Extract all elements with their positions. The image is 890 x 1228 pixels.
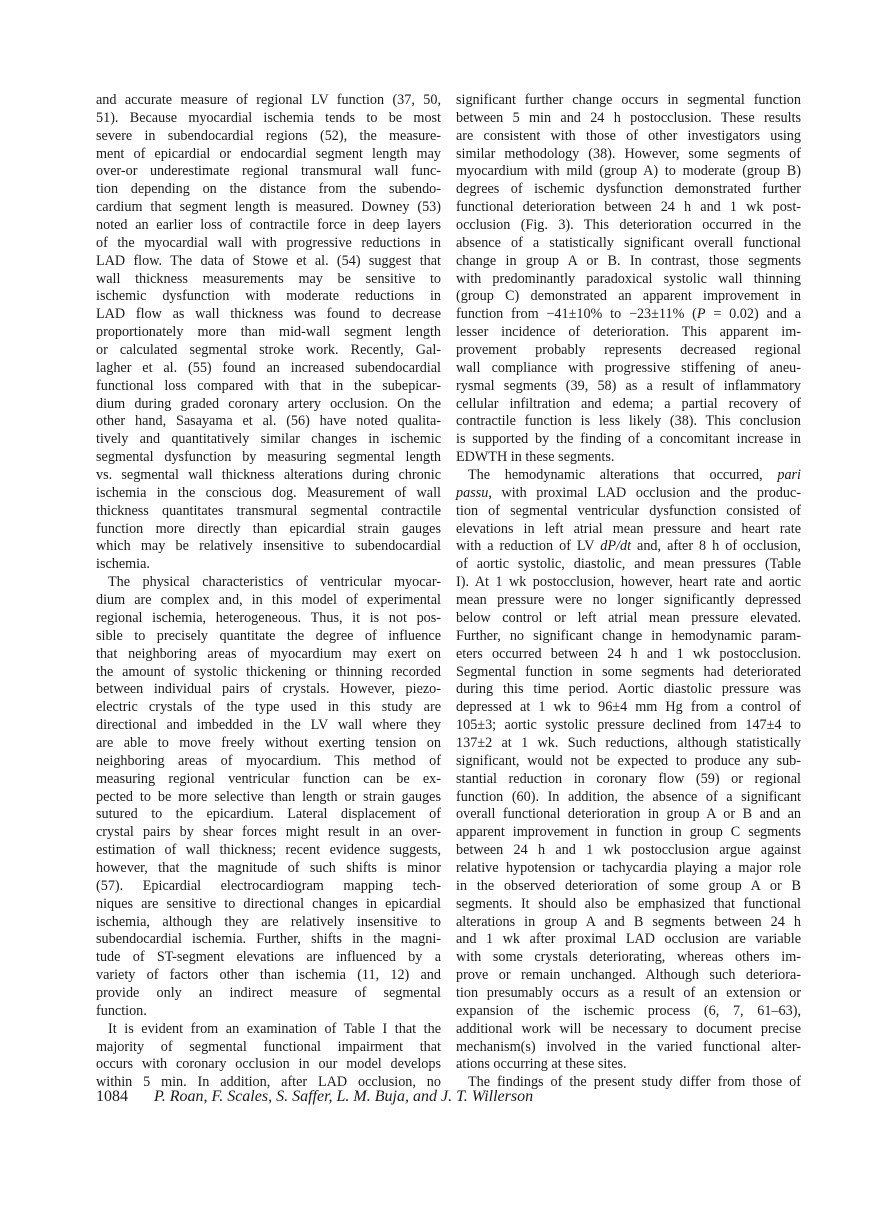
text-line: or calculated segmental stroke work. Recently, Gal- <box>96 342 441 359</box>
text-line: lesser incidence of deterioration. This apparent im- <box>456 324 801 341</box>
text-line: of the myocardial wall with progressive reductions in <box>96 234 441 251</box>
italic-text: P <box>696 306 706 323</box>
text-line: (57). Epicardial electrocardiogram mapping tech- <box>96 877 441 894</box>
text-line: other hand, Sasayama et al. (56) have noted qualita- <box>96 413 441 430</box>
text-line <box>456 538 801 556</box>
text-line: 51). Because myocardial ischemia tends to be most <box>96 109 441 126</box>
text-line: tion presumably occurs as a result of an extension or <box>456 984 801 1001</box>
text-line: rysmal segments (39, 58) as a result of inflammatory <box>456 377 801 394</box>
text-line: of aortic systolic, diastolic, and mean pressures (Table <box>456 556 801 573</box>
text-line: cellular infiltration and edema; a partial recovery of <box>456 395 801 412</box>
paragraph <box>96 574 441 1020</box>
text-line: pected to be more selective than length or strain gauges <box>96 788 441 805</box>
text-line: tion depending on the distance from the subendo- <box>96 181 441 198</box>
text-line: are able to move freely without exerting tension on <box>96 734 441 751</box>
text-line: between 5 min and 24 h postocclusion. These results <box>456 109 801 126</box>
text-line: sutured to the epicardium. Lateral displacement of <box>96 806 441 823</box>
text-line: LAD flow. The data of Stowe et al. (54) suggest that <box>96 252 441 269</box>
text-line: subendocardial ischemia. Further, shifts in the magni- <box>96 931 441 948</box>
text-line: apparent improvement in function in group C segments <box>456 824 801 841</box>
text-line: I). At 1 wk postocclusion, however, heart rate and aortic <box>456 574 801 591</box>
text-line: majority of segmental functional impairment that <box>96 1038 441 1055</box>
text-column-left <box>96 92 441 1092</box>
text-line: function (60). In addition, the absence of a significant <box>456 788 801 805</box>
text-line: prove or remain unchanged. Although such deteriora- <box>456 967 801 984</box>
text-line: additional work will be necessary to document precise <box>456 1020 801 1037</box>
text-line: tively and quantitatively similar changes in ischemic <box>96 431 441 448</box>
text-line: ations occurring at these sites. <box>456 1056 627 1073</box>
text-line: crystal pairs by shear forces might result in an over- <box>96 824 441 841</box>
text-segment: with a reduction of LV <box>456 538 601 555</box>
text-line: measuring regional ventricular function can be ex- <box>96 770 441 787</box>
text-line: is supported by the finding of a concomitant increase in <box>456 431 801 448</box>
text-line: wall compliance with progressive stiffening of aneu- <box>456 359 801 376</box>
text-line: between individual pairs of crystals. However, piezo- <box>96 681 441 698</box>
text-line: depressed at 1 wk to 96±4 mm Hg from a control of <box>456 699 801 716</box>
text-line: ischemia. <box>96 556 150 573</box>
text-line: in the observed deterioration of some group A or B <box>456 877 801 894</box>
page-number: 1084 <box>96 1088 128 1105</box>
text-line: thickness quantitates transmural segmental contractile <box>96 502 441 519</box>
text-line: change in group A or B. In contrast, those segments <box>456 252 801 269</box>
text-line: wall thickness measurements may be sensitive to <box>96 270 441 287</box>
text-line <box>456 485 801 503</box>
italic-text: dP/dt <box>600 538 632 555</box>
paragraph <box>456 92 801 467</box>
text-line: proportionately more than mid-wall segment length <box>96 324 441 341</box>
paragraph <box>456 467 801 1074</box>
text-line: during this time period. Aortic diastolic pressure was <box>456 681 801 698</box>
text-line: niques are sensitive to directional changes in epicardial <box>96 895 441 912</box>
text-line: between 24 h and 1 wk postocclusion argue against <box>456 842 801 859</box>
text-line: absence of a statistically significant overall functional <box>456 234 801 251</box>
text-line: ischemia in the conscious dog. Measurement of wall <box>96 484 441 501</box>
text-line: that neighboring areas of myocardium may exert on <box>96 645 441 662</box>
text-line: below control or left atrial mean pressure elevated. <box>456 609 801 626</box>
text-line: neighboring areas of myocardium. This method of <box>96 752 441 769</box>
text-line: segments. It should also be emphasized that functional <box>456 895 801 912</box>
text-line: lagher et al. (55) found an increased subendocardial <box>96 359 441 376</box>
text-line: relative hypotension or tachycardia playing a major role <box>456 859 801 876</box>
text-line: 105±3; aortic systolic pressure declined from 147±4 to <box>456 717 801 734</box>
text-line: vs. segmental wall thickness alterations during chronic <box>96 467 441 484</box>
text-line: LAD flow as wall thickness was found to decrease <box>96 306 441 323</box>
text-line: alterations in group A and B segments between 24 h <box>456 913 801 930</box>
text-line: EDWTH in these segments. <box>456 449 615 466</box>
text-line: variety of factors other than ischemia (11, 12) and <box>96 967 441 984</box>
paragraph <box>96 92 441 574</box>
text-line: sible to precisely quantitate the degree of influence <box>96 627 441 644</box>
text-line: the amount of systolic thickening or thinning recorded <box>96 663 441 680</box>
italic-text: passu <box>456 484 489 501</box>
text-line: The findings of the present study differ from those of <box>468 1074 801 1091</box>
text-line: ischemia, although they are relatively insensitive to <box>96 913 441 930</box>
text-line: directional and imbedded in the LV wall where they <box>96 717 441 734</box>
text-segment: The hemodynamic alterations that occurred, <box>468 467 778 484</box>
text-line: with predominantly paradoxical systolic wall thinning <box>456 270 801 287</box>
text-line: provide only an indirect measure of segmental <box>96 984 441 1001</box>
text-line: functional loss compared with that in the subepicar- <box>96 377 441 394</box>
text-line: dium are complex and, in this model of experimental <box>96 592 441 609</box>
text-line: provement probably represents decreased regional <box>456 342 801 359</box>
text-line: and 1 wk after proximal LAD occlusion are variable <box>456 931 801 948</box>
italic-text: pari <box>777 467 801 484</box>
text-segment: function from −41±10% to −23±11% ( <box>456 306 697 323</box>
text-line: ment of epicardial or endocardial segment length may <box>96 145 441 162</box>
text-line <box>456 467 801 485</box>
text-line: stantial reduction in coronary flow (59) or regional <box>456 770 801 787</box>
text-line: Further, no significant change in hemodynamic param- <box>456 627 801 644</box>
page-footer <box>96 1088 533 1106</box>
text-line: and accurate measure of regional LV function (37, 50, <box>96 92 441 108</box>
text-line: Segmental function in some segments had deteriorated <box>456 663 801 680</box>
text-line: noted an earlier loss of contractile force in deep layers <box>96 217 441 234</box>
text-column-right <box>456 92 801 1092</box>
text-line: with some crystals deteriorating, whereas others im- <box>456 949 801 966</box>
text-line <box>456 306 801 324</box>
text-line: eters occurred between 24 h and 1 wk postocclusion. <box>456 645 801 662</box>
text-line: occlusion (Fig. 3). This deterioration occurred in the <box>456 217 801 234</box>
text-line: electric crystals of the type used in this study are <box>96 699 441 716</box>
text-line: The physical characteristics of ventricular myocar- <box>108 574 441 591</box>
running-authors: P. Roan, F. Scales, S. Saffer, L. M. Buja, and J. T. Willerson <box>154 1088 534 1105</box>
text-line: are consistent with those of other investigators using <box>456 127 801 144</box>
text-line: overall functional deterioration in group A or B and an <box>456 806 801 823</box>
text-line: expansion of the ischemic process (6, 7, 61–63), <box>456 1002 801 1019</box>
text-line: contractile function is less likely (38). This conclusion <box>456 413 801 430</box>
text-segment: and, after 8 h of occlusion, <box>631 538 801 555</box>
text-line: tion of segmental ventricular dysfunction consisted of <box>456 502 801 519</box>
text-segment: , with proximal LAD occlusion and the produc- <box>488 484 801 501</box>
text-line: cardium that segment length is measured. Downey (53) <box>96 199 441 216</box>
text-line: dium during graded coronary artery occlusion. On the <box>96 395 441 412</box>
paragraph <box>96 1021 441 1092</box>
text-line: over-or underestimate regional transmural wall func- <box>96 163 441 180</box>
text-line: however, that the magnitude of such shifts is minor <box>96 859 441 876</box>
text-line: occurs with coronary occlusion in our model develops <box>96 1056 441 1073</box>
text-line: myocardium with mild (group A) to moderate (group B) <box>456 163 801 180</box>
text-line: 137±2 at 1 wk. Such reductions, although statistically <box>456 734 801 751</box>
text-line: function more directly than epicardial strain gauges <box>96 520 441 537</box>
text-line: severe in subendocardial regions (52), the measure- <box>96 127 441 144</box>
text-line: functional deterioration between 24 h and 1 wk post- <box>456 199 801 216</box>
text-line: (group C) demonstrated an apparent improvement in <box>456 288 801 305</box>
text-line: significant further change occurs in segmental function <box>456 92 801 108</box>
text-line: degrees of ischemic dysfunction demonstrated further <box>456 181 801 198</box>
text-line: It is evident from an examination of Table I that the <box>108 1020 441 1037</box>
text-line: estimation of wall thickness; recent evidence suggests, <box>96 842 441 859</box>
text-line: tude of ST-segment elevations are influenced by a <box>96 949 441 966</box>
text-line: mechanism(s) involved in the varied functional alter- <box>456 1038 801 1055</box>
text-line: segmental dysfunction by measuring segmental length <box>96 449 441 466</box>
text-line: which may be relatively insensitive to subendocardial <box>96 538 441 555</box>
text-line: within 5 min. In addition, after LAD occlusion, no <box>96 1074 441 1091</box>
text-line: mean pressure were no longer significantly depressed <box>456 592 801 609</box>
text-line: function. <box>96 1002 147 1019</box>
text-line: regional ischemia, heterogeneous. Thus, it is not pos- <box>96 609 441 626</box>
text-line: elevations in left atrial mean pressure and heart rate <box>456 520 801 537</box>
text-segment: = 0.02) and a <box>705 306 801 323</box>
text-line: significant, would not be expected to produce any sub- <box>456 752 801 769</box>
text-line: ischemic dysfunction with moderate reductions in <box>96 288 441 305</box>
text-line: similar methodology (38). However, some segments of <box>456 145 801 162</box>
